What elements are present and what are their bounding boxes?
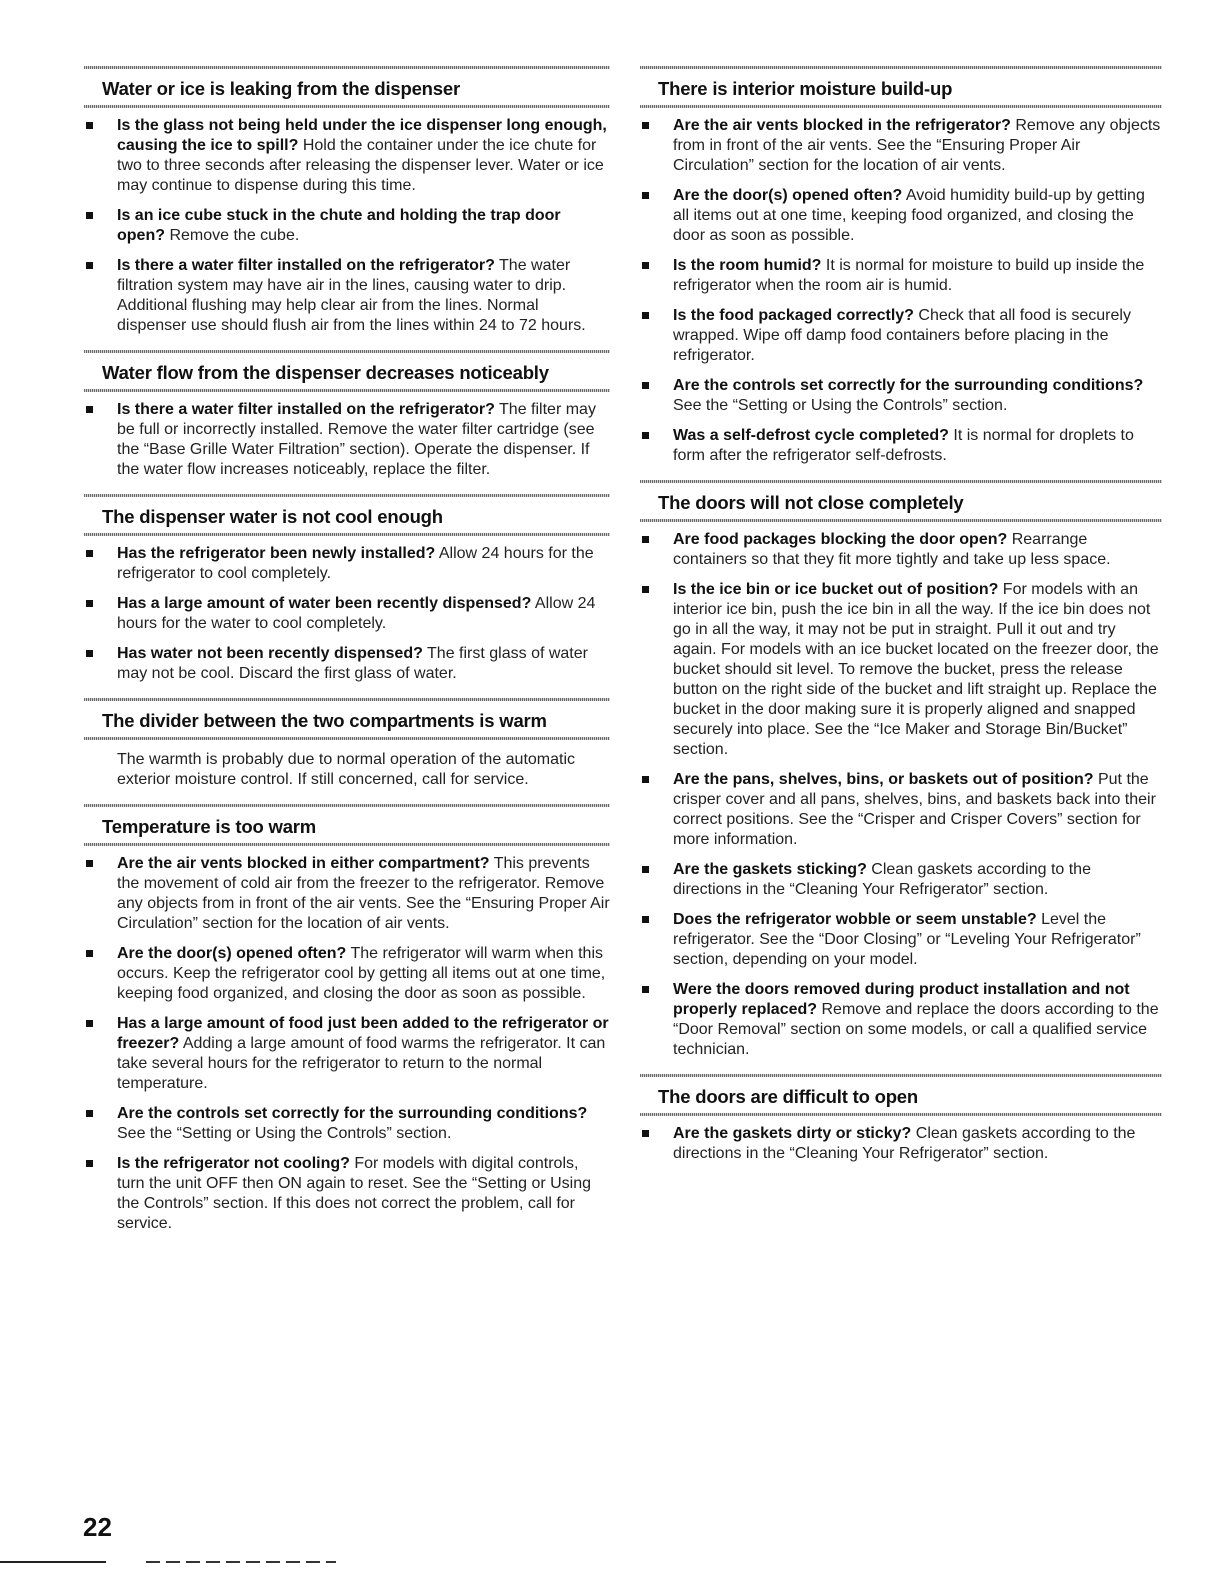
section-heading: Temperature is too warm: [84, 804, 610, 846]
question-text: Were the doors removed during product installation and not properly replaced?: [673, 981, 1130, 1018]
question-text: Are the gaskets sticking?: [673, 861, 867, 878]
bullet-icon: [86, 262, 93, 269]
bullet-icon: [642, 916, 649, 923]
question-text: Is there a water filter installed on the refrigerator?: [117, 401, 495, 418]
question-item: [84, 854, 610, 934]
question-text: Are the controls set correctly for the surrounding conditions?: [117, 1105, 588, 1122]
question-item: [84, 644, 610, 684]
question-item: [84, 400, 610, 480]
answer-text: The water filtration system may have air in the lines, causing water to drip. Additional flushing may help clear air from the lines. Normal dispenser use should flush air from the lines within 24 to 72 hours.: [117, 257, 586, 334]
question-item: [84, 594, 610, 634]
answer-text: Allow 24 hours for the water to cool completely.: [117, 595, 596, 632]
bullet-icon: [86, 1160, 93, 1167]
bullet-icon: [642, 122, 649, 129]
question-item: [640, 186, 1162, 246]
troubleshoot-section: [84, 698, 610, 790]
question-item: [640, 580, 1162, 760]
bullet-icon: [86, 1020, 93, 1027]
section-heading: The dispenser water is not cool enough: [84, 494, 610, 536]
bullet-icon: [642, 536, 649, 543]
section-heading: The doors are difficult to open: [640, 1074, 1162, 1116]
answer-text: Adding a large amount of food warms the refrigerator. It can take several hours for the refrigerator to return to the normal temperature.: [117, 1035, 606, 1092]
bullet-icon: [86, 212, 93, 219]
question-text: Is the room humid?: [673, 257, 822, 274]
bullet-icon: [642, 312, 649, 319]
question-text: Has the refrigerator been newly installed?: [117, 545, 436, 562]
question-list: [640, 1124, 1162, 1164]
answer-text: Put the crisper cover and all pans, shelves, bins, and baskets back into their correct positions. See the “Crisper and Crisper Covers” section for more information.: [673, 771, 1156, 848]
question-item: [84, 1154, 610, 1234]
question-text: Has a large amount of food just been added to the refrigerator or freezer?: [117, 1015, 609, 1052]
question-item: [84, 544, 610, 584]
answer-text: Level the refrigerator. See the “Door Closing” or “Leveling Your Refrigerator” section, depending on your model.: [673, 911, 1141, 968]
section-text: The warmth is probably due to normal operation of the automatic exterior moisture control. If still concerned, call for service.: [117, 751, 576, 788]
bullet-icon: [642, 382, 649, 389]
troubleshoot-section: [640, 1074, 1162, 1164]
bullet-icon: [642, 192, 649, 199]
question-item: [640, 116, 1162, 176]
answer-text: The refrigerator will warm when this occurs. Keep the refrigerator cool by getting all items out at one time, keeping food organized, and closing the door as soon as possible.: [117, 945, 606, 1002]
question-text: Does the refrigerator wobble or seem unstable?: [673, 911, 1037, 928]
answer-text: It is normal for moisture to build up inside the refrigerator when the room air is humid.: [673, 257, 1145, 294]
section-heading: The doors will not close completely: [640, 480, 1162, 522]
question-item: [84, 256, 610, 336]
question-item: [640, 426, 1162, 466]
answer-text: The filter may be full or incorrectly installed. Remove the water filter cartridge (see the “Base Grille Water Filtration” section). Operate the dispenser. If the water flow increases noticeably, replace the filter.: [117, 401, 596, 478]
question-item: [84, 944, 610, 1004]
troubleshoot-section: [84, 66, 610, 336]
bullet-icon: [86, 950, 93, 957]
bullet-icon: [86, 600, 93, 607]
question-item: [640, 1124, 1162, 1164]
troubleshoot-section: [84, 804, 610, 1234]
bottom-marks: [146, 1561, 336, 1563]
answer-text: Remove the cube.: [165, 227, 300, 244]
question-text: Are the air vents blocked in either compartment?: [117, 855, 490, 872]
bullet-icon: [86, 650, 93, 657]
answer-text: Rearrange containers so that they fit more tightly and take up less space.: [673, 531, 1111, 568]
answer-text: For models with an interior ice bin, push the ice bin in all the way. If the ice bin does not go in all the way, it may not be put in straight. Pull it out and try again. For models with an ice bucket located on the freezer door, the bucket should sit level. To remove the bucket, press the release button on the right side of the bucket and lift straight up. Replace the bucket in the door making sure it is properly aligned and snapped securely into place. See the “Ice Maker and Storage Bin/Bucket” section.: [673, 581, 1159, 758]
section-heading: There is interior moisture build-up: [640, 66, 1162, 108]
question-item: [640, 306, 1162, 366]
question-item: [640, 860, 1162, 900]
bullet-icon: [86, 406, 93, 413]
answer-text: See the “Setting or Using the Controls” section.: [673, 397, 1008, 414]
page-number: 22: [83, 1512, 112, 1542]
bullet-icon: [642, 1130, 649, 1137]
left-column: [84, 66, 610, 1248]
troubleshoot-section: [84, 494, 610, 684]
question-text: Has water not been recently dispensed?: [117, 645, 423, 662]
bullet-icon: [642, 986, 649, 993]
question-text: Are the controls set correctly for the surrounding conditions?: [673, 377, 1144, 394]
troubleshoot-section: [640, 66, 1162, 466]
question-text: Has a large amount of water been recently dispensed?: [117, 595, 532, 612]
question-item: [84, 1104, 610, 1144]
answer-text: See the “Setting or Using the Controls” section.: [117, 1125, 452, 1142]
question-list: [84, 544, 610, 684]
question-item: [84, 116, 610, 196]
bullet-icon: [642, 776, 649, 783]
question-text: Is there a water filter installed on the refrigerator?: [117, 257, 495, 274]
bullet-icon: [642, 432, 649, 439]
bottom-rule: [0, 1561, 106, 1563]
bullet-icon: [86, 122, 93, 129]
answer-text: Hold the container under the ice chute for two to three seconds after releasing the dispenser lever. Water or ice may continue to dispense during this time.: [117, 137, 604, 194]
question-text: Are the door(s) opened often?: [673, 187, 903, 204]
answer-text: Clean gaskets according to the directions in the “Cleaning Your Refrigerator” section.: [673, 861, 1091, 898]
bullet-icon: [642, 866, 649, 873]
bullet-icon: [642, 586, 649, 593]
answer-text: Remove any objects from in front of the air vents. See the “Ensuring Proper Air Circulation” section for the location of air vents.: [673, 117, 1161, 174]
section-heading: Water or ice is leaking from the dispenser: [84, 66, 610, 108]
right-column: [640, 66, 1162, 1178]
answer-text: This prevents the movement of cold air from the freezer to the refrigerator. Remove any objects from in front of the air vents. See the “Ensuring Proper Air Circulation” section for the location of air vents.: [117, 855, 610, 932]
answer-text: For models with digital controls, turn the unit OFF then ON again to reset. See the “Setting or Using the Controls” section. If this does not correct the problem, call for service.: [117, 1155, 592, 1232]
question-list: [640, 530, 1162, 1060]
question-text: Is the food packaged correctly?: [673, 307, 914, 324]
answer-text: Check that all food is securely wrapped. Wipe off damp food containers before placing in the refrigerator.: [673, 307, 1131, 364]
question-list: [84, 116, 610, 336]
question-text: Are the gaskets dirty or sticky?: [673, 1125, 912, 1142]
troubleshoot-section: [640, 480, 1162, 1060]
answer-text: The first glass of water may not be cool. Discard the first glass of water.: [117, 645, 588, 682]
answer-text: Avoid humidity build-up by getting all items out at one time, keeping food organized, and closing the door as soon as possible.: [673, 187, 1145, 244]
question-item: [640, 256, 1162, 296]
bullet-icon: [86, 550, 93, 557]
question-item: [640, 980, 1162, 1060]
answer-text: Remove and replace the doors according to the “Door Removal” section on some models, or call a qualified service technician.: [673, 1001, 1159, 1058]
question-item: [640, 910, 1162, 970]
answer-text: Clean gaskets according to the directions in the “Cleaning Your Refrigerator” section.: [673, 1125, 1136, 1162]
bullet-icon: [642, 262, 649, 269]
question-text: Is the refrigerator not cooling?: [117, 1155, 350, 1172]
question-text: Is the glass not being held under the ice dispenser long enough, causing the ice to spill?: [117, 117, 607, 154]
question-item: [84, 206, 610, 246]
question-list: [640, 116, 1162, 466]
question-text: Are the pans, shelves, bins, or baskets out of position?: [673, 771, 1094, 788]
question-item: [640, 376, 1162, 416]
question-text: Is the ice bin or ice bucket out of position?: [673, 581, 999, 598]
section-heading: Water flow from the dispenser decreases noticeably: [84, 350, 610, 392]
answer-text: Allow 24 hours for the refrigerator to cool completely.: [117, 545, 594, 582]
question-text: Is an ice cube stuck in the chute and holding the trap door open?: [117, 207, 561, 244]
question-text: Was a self-defrost cycle completed?: [673, 427, 949, 444]
question-item: [84, 1014, 610, 1094]
question-item: [640, 530, 1162, 570]
question-text: Are the air vents blocked in the refrigerator?: [673, 117, 1011, 134]
troubleshoot-section: [84, 350, 610, 480]
section-heading: The divider between the two compartments is warm: [84, 698, 610, 740]
question-text: Are the door(s) opened often?: [117, 945, 347, 962]
question-list: [84, 400, 610, 480]
question-list: [84, 854, 610, 1234]
question-text: Are food packages blocking the door open?: [673, 531, 1008, 548]
answer-text: It is normal for droplets to form after the refrigerator self-defrosts.: [673, 427, 1134, 464]
question-item: [640, 770, 1162, 850]
bullet-icon: [86, 1110, 93, 1117]
bullet-icon: [86, 860, 93, 867]
